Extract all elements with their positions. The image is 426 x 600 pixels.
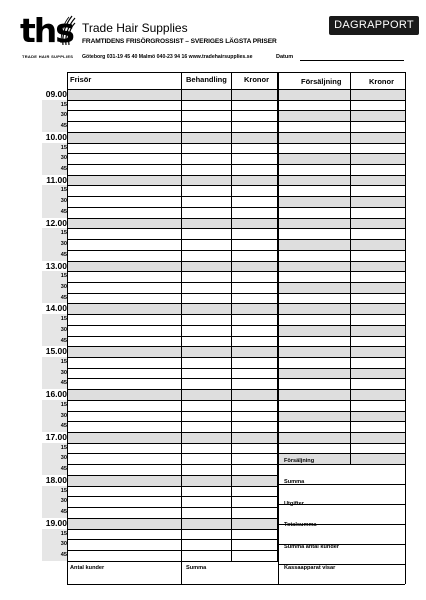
row-line xyxy=(67,389,278,390)
row-line xyxy=(67,432,278,433)
quarter-label: 45 xyxy=(42,464,67,475)
shaded-row xyxy=(278,346,405,357)
quarter-label: 45 xyxy=(42,207,67,218)
quarter-label: 15 xyxy=(42,400,67,411)
quarter-label: 30 xyxy=(42,368,67,379)
quarter-label: 45 xyxy=(42,293,67,304)
summary-kassaapparat-label: Kassaapparat visar xyxy=(284,565,336,571)
quarter-label: 15 xyxy=(42,100,67,111)
row-line xyxy=(278,228,405,229)
row-line xyxy=(67,443,278,444)
row-line xyxy=(67,250,278,251)
quarter-label: 15 xyxy=(42,314,67,325)
quarter-label: 30 xyxy=(42,282,67,293)
row-line xyxy=(67,346,278,347)
column-line xyxy=(350,72,351,464)
row-line xyxy=(67,207,278,208)
column-header-frisor: Frisör xyxy=(70,75,92,84)
shaded-row xyxy=(278,432,405,443)
row-line xyxy=(278,164,405,165)
row-line xyxy=(278,175,405,176)
quarter-label: 30 xyxy=(42,110,67,121)
shaded-row xyxy=(278,261,405,272)
column-header-kronor-right: Kronor xyxy=(369,77,394,86)
row-line xyxy=(278,432,405,433)
shaded-row xyxy=(67,261,278,272)
row-line xyxy=(67,539,278,540)
row-line xyxy=(67,89,278,90)
row-line xyxy=(278,325,405,326)
hour-label: 15.00 xyxy=(45,346,67,357)
row-line xyxy=(67,421,278,422)
quarter-label: 45 xyxy=(42,378,67,389)
row-line xyxy=(278,368,405,369)
shaded-row xyxy=(278,153,405,164)
quarter-label: 30 xyxy=(42,153,67,164)
row-line xyxy=(67,261,278,262)
column-line xyxy=(181,72,182,584)
shaded-row xyxy=(67,132,278,143)
quarter-label: 15 xyxy=(42,486,67,497)
tagline: FRAMTIDENS FRISÖRGROSSIST – SVERIGES LÄGSTA PRISER xyxy=(82,38,277,45)
row-line xyxy=(278,293,405,294)
column-header-forsaljning: Försäljning xyxy=(301,77,342,86)
header-top-line xyxy=(278,72,405,73)
row-line xyxy=(67,164,278,165)
row-line xyxy=(278,185,405,186)
row-line xyxy=(278,196,405,197)
shaded-row xyxy=(278,411,405,422)
quarter-label: 45 xyxy=(42,164,67,175)
contact-info: Göteborg 031-19 45 40 Malmö 040-23 94 16 www.tradehairsupplies.se xyxy=(82,54,253,60)
row-line xyxy=(278,346,405,347)
row-line xyxy=(67,153,278,154)
row-line xyxy=(67,464,278,465)
hour-label: 09.00 xyxy=(45,89,67,99)
row-line xyxy=(67,314,278,315)
row-line xyxy=(278,207,405,208)
shaded-row xyxy=(67,389,278,400)
quarter-label: 45 xyxy=(42,421,67,432)
quarter-label: 15 xyxy=(42,443,67,454)
quarter-label: 30 xyxy=(42,239,67,250)
shaded-row xyxy=(278,239,405,250)
shaded-row xyxy=(67,432,278,443)
shaded-row xyxy=(67,346,278,357)
quarter-label: 45 xyxy=(42,550,67,561)
shaded-row xyxy=(67,89,278,100)
hour-label: 13.00 xyxy=(45,260,67,271)
row-line xyxy=(67,507,278,508)
shaded-row xyxy=(67,518,278,529)
shaded-row xyxy=(278,389,405,400)
summary-utgifter-label: Utgifter xyxy=(284,501,304,507)
quarter-label: 45 xyxy=(42,121,67,132)
logo-text: ths xyxy=(20,11,73,50)
row-line xyxy=(278,411,405,412)
row-line xyxy=(278,100,405,101)
row-line xyxy=(278,378,405,379)
row-line xyxy=(278,303,405,304)
datum-line xyxy=(300,60,404,61)
quarter-label: 30 xyxy=(42,496,67,507)
shaded-row xyxy=(67,303,278,314)
row-line xyxy=(67,518,278,519)
footer-top-line xyxy=(67,561,278,562)
column-line xyxy=(277,72,278,561)
row-line xyxy=(67,529,278,530)
row-line xyxy=(67,271,278,272)
row-line xyxy=(67,143,278,144)
company-name: Trade Hair Supplies xyxy=(82,21,188,35)
quarter-label: 30 xyxy=(42,539,67,550)
hour-label: 12.00 xyxy=(45,217,67,228)
footer-summa-label: Summa xyxy=(186,565,207,571)
row-line xyxy=(278,400,405,401)
row-line xyxy=(67,486,278,487)
summary-forsaljning-label: Försäljning xyxy=(284,458,315,464)
row-line xyxy=(278,261,405,262)
row-line xyxy=(278,153,405,154)
row-line xyxy=(67,293,278,294)
row-line xyxy=(278,250,405,251)
row-line xyxy=(278,110,405,111)
row-line xyxy=(67,100,278,101)
report-title-badge: DAGRAPPORT xyxy=(329,16,419,35)
row-line xyxy=(67,378,278,379)
row-line xyxy=(278,239,405,240)
column-line xyxy=(67,72,68,584)
quarter-label: 30 xyxy=(42,411,67,422)
header-top-line xyxy=(67,72,278,73)
quarter-label: 30 xyxy=(42,325,67,336)
shaded-row xyxy=(278,110,405,121)
row-line xyxy=(278,421,405,422)
summary-summa-label: Summa xyxy=(284,479,305,485)
row-line xyxy=(67,496,278,497)
header-bottom-line xyxy=(278,89,405,90)
quarter-label: 45 xyxy=(42,336,67,347)
row-line xyxy=(278,314,405,315)
logo-subtitle: TRADE HAIR SUPPLIES xyxy=(22,54,74,59)
row-line xyxy=(67,132,278,133)
row-line xyxy=(67,185,278,186)
quarter-label: 15 xyxy=(42,228,67,239)
shaded-row xyxy=(278,325,405,336)
hour-label: 11.00 xyxy=(46,174,67,185)
hour-label: 14.00 xyxy=(45,303,67,314)
quarter-label: 30 xyxy=(42,196,67,207)
row-line xyxy=(278,121,405,122)
hour-label: 17.00 xyxy=(45,432,67,443)
footer-antal-kunder-label: Antal kunder xyxy=(70,565,105,571)
column-header-behandling: Behandling xyxy=(186,75,227,84)
column-line xyxy=(231,72,232,561)
row-line xyxy=(278,143,405,144)
shaded-row xyxy=(67,218,278,229)
quarter-label: 45 xyxy=(42,507,67,518)
row-line xyxy=(67,336,278,337)
row-line xyxy=(67,475,278,476)
shaded-row xyxy=(278,196,405,207)
row-line xyxy=(67,282,278,283)
row-line xyxy=(67,239,278,240)
shaded-row xyxy=(278,282,405,293)
shaded-row xyxy=(278,303,405,314)
column-line xyxy=(405,72,406,584)
row-line xyxy=(67,550,278,551)
row-line xyxy=(278,132,405,133)
row-line xyxy=(67,303,278,304)
row-line xyxy=(67,121,278,122)
row-line xyxy=(278,336,405,337)
shaded-row xyxy=(67,475,278,486)
row-line xyxy=(67,453,278,454)
quarter-label: 45 xyxy=(42,250,67,261)
row-line xyxy=(278,464,405,465)
quarter-label: 15 xyxy=(42,185,67,196)
quarter-label: 15 xyxy=(42,143,67,154)
hour-label: 19.00 xyxy=(45,517,67,528)
summary-antal-kunder-label: Summa antal kunder xyxy=(284,544,340,550)
shaded-row xyxy=(278,368,405,379)
row-line xyxy=(67,400,278,401)
column-line xyxy=(278,72,279,584)
table-bottom-line xyxy=(67,584,405,585)
row-line xyxy=(278,453,405,454)
row-line xyxy=(67,175,278,176)
datum-label: Datum xyxy=(276,54,294,60)
hour-label: 18.00 xyxy=(45,474,67,485)
shaded-row xyxy=(67,175,278,186)
row-line xyxy=(278,282,405,283)
shaded-row xyxy=(278,132,405,143)
row-line xyxy=(67,228,278,229)
shaded-row xyxy=(278,175,405,186)
row-line xyxy=(67,110,278,111)
row-line xyxy=(278,443,405,444)
row-line xyxy=(67,368,278,369)
row-line xyxy=(67,411,278,412)
schedule-table xyxy=(42,72,405,584)
row-line xyxy=(278,271,405,272)
shaded-row xyxy=(278,218,405,229)
company-logo xyxy=(20,11,76,60)
hour-label: 10.00 xyxy=(45,131,67,142)
column-header-kronor-left: Kronor xyxy=(244,75,269,84)
hour-label: 16.00 xyxy=(45,389,67,400)
row-line xyxy=(278,389,405,390)
shaded-row xyxy=(278,89,405,100)
quarter-label: 15 xyxy=(42,529,67,540)
quarter-label: 15 xyxy=(42,271,67,282)
row-line xyxy=(67,218,278,219)
row-line xyxy=(67,357,278,358)
row-line xyxy=(67,325,278,326)
quarter-label: 30 xyxy=(42,453,67,464)
row-line xyxy=(67,196,278,197)
summary-totalsumma-label: Totalsumma xyxy=(284,522,317,528)
hair-strands-icon xyxy=(60,15,76,45)
row-line xyxy=(278,357,405,358)
quarter-label: 15 xyxy=(42,357,67,368)
row-line xyxy=(278,218,405,219)
